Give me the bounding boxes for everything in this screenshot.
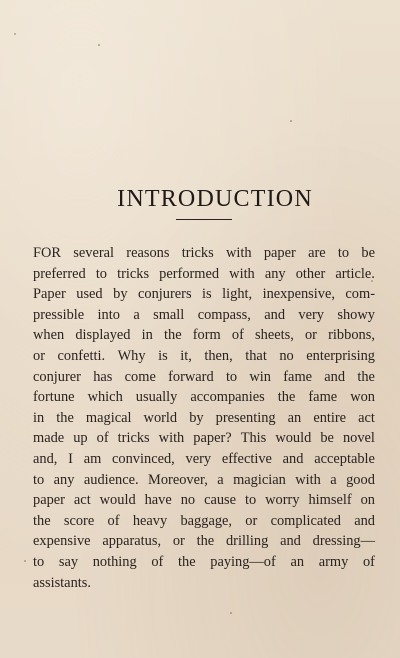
word: any (53, 471, 75, 488)
word: by (113, 286, 128, 303)
word: on (360, 492, 375, 509)
word: and (324, 368, 346, 385)
word: expensive (33, 533, 91, 550)
word: of (231, 327, 244, 344)
word: when (33, 327, 65, 344)
word: himself (308, 492, 352, 509)
word: which (87, 389, 123, 406)
word: accompanies (190, 389, 265, 406)
word: sheets, (255, 327, 294, 344)
word: paper? (193, 430, 232, 447)
word: very (185, 450, 212, 467)
text-line (33, 552, 375, 573)
word: then, (204, 347, 233, 364)
word: a (330, 471, 337, 488)
word: the (357, 368, 375, 385)
text-line (33, 367, 375, 388)
heading-rule (176, 219, 232, 220)
text-line (33, 325, 375, 346)
word: Moreover, (148, 471, 208, 488)
word: made (33, 430, 65, 447)
word: have (144, 492, 172, 509)
word: novel (342, 430, 375, 447)
word: magical (85, 409, 132, 426)
word: tricks (117, 265, 150, 282)
text-line (33, 305, 375, 326)
word: army (318, 553, 349, 570)
word: be (320, 430, 334, 447)
word: that (245, 347, 267, 364)
word: This (240, 430, 267, 447)
word: are (308, 245, 326, 261)
paper-speck (230, 612, 232, 614)
word: to (225, 368, 238, 385)
word: inexpensive, (262, 286, 335, 303)
word: any (264, 265, 286, 282)
word: is (158, 347, 168, 364)
word: good (346, 471, 375, 488)
word: FOR (33, 245, 61, 261)
word: or (304, 327, 317, 344)
word: has (93, 368, 113, 385)
text-line (33, 470, 375, 491)
word: drilling (225, 533, 269, 550)
word: would (99, 492, 136, 509)
word: fame (283, 368, 313, 385)
word: of (151, 553, 164, 570)
word: and (282, 450, 304, 467)
word: or (172, 533, 185, 550)
word: of (362, 553, 375, 570)
word: displayed (75, 327, 131, 344)
chapter-heading: INTRODUCTION (117, 186, 313, 213)
word: small (153, 306, 185, 323)
text-line (33, 346, 375, 367)
word: com- (345, 286, 375, 303)
paper-speck (14, 33, 16, 35)
word: confetti. (57, 347, 106, 364)
paper-speck (98, 44, 100, 46)
word: Paper (33, 286, 66, 303)
word: no (279, 347, 294, 364)
word: forward (168, 368, 214, 385)
paper-speck (24, 560, 26, 562)
word: with (158, 430, 185, 447)
text-line (33, 531, 375, 552)
word: conjurers (138, 286, 192, 303)
word: presenting (215, 409, 276, 426)
text-line (33, 284, 375, 305)
word: assistants. (33, 574, 91, 591)
word: fame (308, 389, 338, 406)
word: would (275, 430, 312, 447)
word: to (95, 265, 108, 282)
word: conjurer (33, 368, 81, 385)
word: am (83, 450, 102, 467)
word: or (245, 512, 258, 529)
word: of (96, 430, 109, 447)
word: of (107, 512, 120, 529)
word: paper (263, 245, 296, 261)
word: the (196, 533, 215, 550)
word: tricks (117, 430, 150, 447)
word: light, (222, 286, 253, 303)
word: audience. (83, 471, 139, 488)
word: the (56, 409, 74, 426)
word: score (63, 512, 95, 529)
word: several (73, 245, 115, 261)
word: the (164, 327, 182, 344)
word: I (68, 450, 73, 467)
word: Why (117, 347, 146, 364)
word: very (298, 306, 324, 323)
word: win (249, 368, 271, 385)
word: in (33, 409, 45, 426)
word: baggage, (180, 512, 233, 529)
text-line (33, 449, 375, 470)
word: the (178, 553, 196, 570)
word: in (141, 327, 153, 344)
word: with (295, 471, 321, 488)
word: and (280, 533, 301, 550)
text-line (33, 511, 375, 532)
text-line (33, 264, 375, 285)
word: usually (135, 389, 178, 406)
word: dressing— (312, 533, 375, 550)
word: nothing (92, 553, 137, 570)
text-line (33, 573, 375, 594)
word: and (354, 512, 375, 529)
word: say (58, 553, 79, 570)
word: world (143, 409, 178, 426)
word: come (124, 368, 156, 385)
word: or (33, 347, 45, 364)
word: form (192, 327, 221, 344)
word: with (225, 245, 252, 261)
word: reasons (126, 245, 170, 261)
word: paying—of (210, 553, 276, 570)
text-line (33, 490, 375, 511)
word: pressible (33, 306, 85, 323)
word: won (350, 389, 375, 406)
word: be (361, 245, 375, 261)
word: into (97, 306, 120, 323)
word: no (180, 492, 196, 509)
text-line (33, 243, 375, 264)
word: an (290, 553, 305, 570)
word: to (244, 492, 257, 509)
word: preferred (33, 265, 86, 282)
word: entire (313, 409, 347, 426)
word: the (33, 512, 51, 529)
word: worry (265, 492, 300, 509)
word: ribbons, (328, 327, 375, 344)
word: act (73, 492, 91, 509)
text-line (33, 408, 375, 429)
word: act (358, 409, 375, 426)
word: apparatus, (102, 533, 162, 550)
word: showy (337, 306, 375, 323)
text-line (33, 387, 375, 408)
word: enterprising (306, 347, 375, 364)
word: to (33, 471, 45, 488)
word: and, (33, 450, 58, 467)
word: heavy (132, 512, 168, 529)
word: convinced, (112, 450, 175, 467)
text-line (33, 428, 375, 449)
word: compass, (197, 306, 251, 323)
word: with (229, 265, 255, 282)
word: effective (221, 450, 272, 467)
word: an (287, 409, 302, 426)
word: the (277, 389, 296, 406)
paper-speck (290, 120, 292, 122)
word: acceptable (314, 450, 375, 467)
word: a (133, 306, 140, 323)
word: complicated (270, 512, 341, 529)
word: a (217, 471, 224, 488)
word: is (202, 286, 212, 303)
word: paper (33, 492, 65, 509)
word: other (295, 265, 326, 282)
word: by (189, 409, 204, 426)
word: magician (233, 471, 286, 488)
word: performed (159, 265, 220, 282)
word: to (33, 553, 45, 570)
word: up (73, 430, 88, 447)
word: and (264, 306, 286, 323)
word: cause (204, 492, 237, 509)
introduction-paragraph (33, 243, 375, 593)
word: fortune (33, 389, 75, 406)
word: to (337, 245, 350, 261)
word: tricks (181, 245, 214, 261)
word: article. (335, 265, 375, 282)
word: used (76, 286, 103, 303)
word: it, (180, 347, 192, 364)
